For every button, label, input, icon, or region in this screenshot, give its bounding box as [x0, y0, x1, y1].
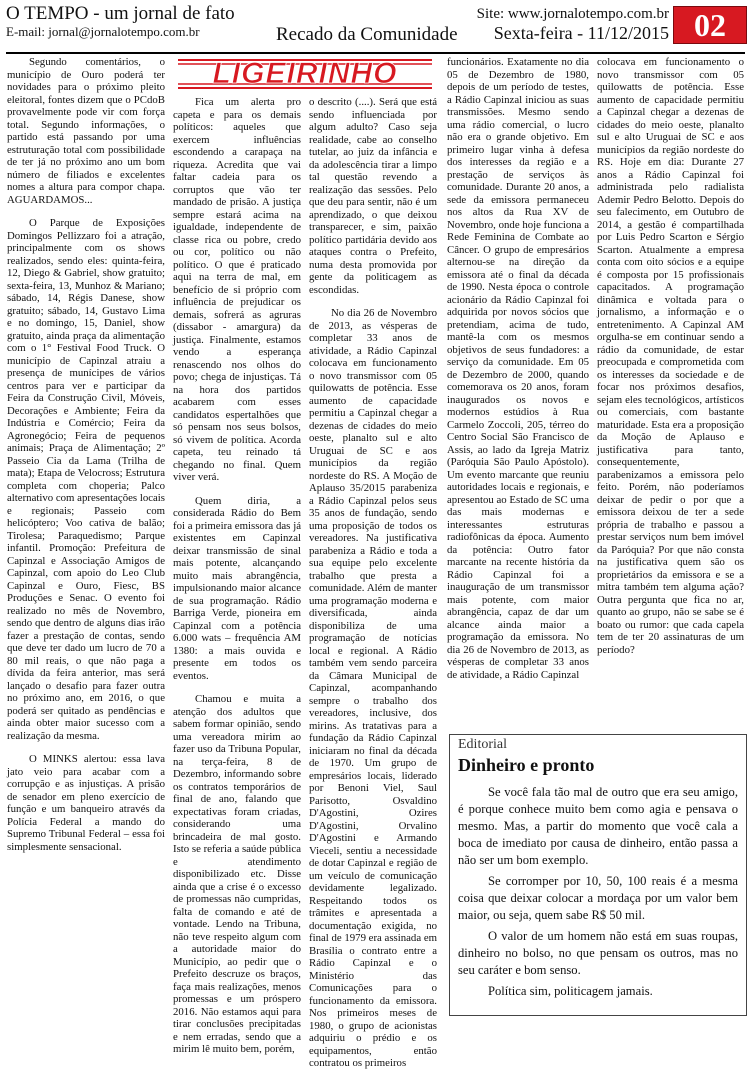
editorial-title: Dinheiro e pronto: [458, 755, 595, 775]
section-title: Recado da Comunidade: [276, 24, 458, 45]
article-paragraph: colocava em funcionamento o novo transmissor com 05 quilowatts de potência. Esse aumento de capacidade permitiu a Capinzal chegar a dezenas de cidades do meio oeste, planalto sul e alto Uruguai de SC e aos municípios da região nordeste do RS. Hoje em dia: Durante 27 anos a Rádio Capinzal foi administrada pelo radialista Ademir Pedro Belotto. Depois do seu falecimento, em Outubro de 2014, a gestão é compartilhada por Luis Pedro Scarton e Sérgio Scarton. Atualmente a empresa conta com oito sócios e a equipe é composta por 15 profissionais capacitados. A programação dinâmica e voltada para o jornalismo, a informação e o entretenimento. A Capinzal AM orgulha-se em continuar sendo a rádio da comunidade, de estar preocupada e comprometida com os interesses da sociedade e de focar nos próximos desafios, sejam eles tecnológicos, artísticos ou comerciais, com bastante maturidade. Esta era a proposição da Moção de Aplauso e justificativa para tanto, consequentemente, parabenizamos a emissora pelo feito. Porém, não poderíamos deixar de pedir o por que a emissora deixou de ter a sede própria de trabalho e passou a prestar serviços num bem imóvel da Paróquia? Por que não consta na justificativa quem são os proprietários da emissora e se a mitra também tem alguma ação? Outra pergunta que fica no ar, quanto ao grupo, não se sabe se é boato ou rumor: que cada capela tem de ter 20 assinaturas de um período?: [597, 56, 744, 656]
newspaper-name: O TEMPO - um jornal de fato: [6, 3, 235, 24]
page-number-badge: 02: [673, 6, 747, 44]
newspaper-site[interactable]: Site: www.jornalotempo.com.br: [476, 6, 669, 22]
editorial-paragraph: Se corromper por 10, 50, 100 reais é a mesma coisa que deixar colocar a mordaça por um valor bem maior, ou seja, quem sabe R$ 50 mil.: [458, 874, 738, 922]
article-paragraph: Fica um alerta pro capeta e para os demais políticos: aqueles que exercem influências escondendo a carapaça na riqueza. Acredita que vai faltar cadeia para os corruptos que vão ter mandado de prisão. A justiça sempre estará acima na igualdade, independente de classe rica ou pobre, credo ou cor, político ou não político. O que é praticado aqui na terra de mal, em benefício de si próprio com influência de prejudicar os demais, sofrerá as agruras (dissabor - amargura) da justiça. Finalmente, estamos vendo a esperança renascendo nos olhos do povo; chega de injustiças. Tá na hora dos partidos acabarem com esses candidatos espertalhões que só pensam nos seus bolsos, só vivem de política. Acorda capeta, teu reinado tá chegando no final. Quem viver verá.: [173, 96, 301, 483]
editorial-paragraph: Política sim, politicagem jamais.: [488, 984, 653, 998]
article-paragraph: O Parque de Exposições Domingos Pellizzaro foi a atração, principalmente com os shows realizados, sendo eles: quinta-feira, 12, Diego & Gabriel, show gratuito; sexta-feira, 13, Munhoz & Mariano; sábado, 14, Régis Danese, show gratuito; sábado, 14, Gustavo Lima e no domingo, 15, Daniel, show gratuito, ainda praça da alimentação com o 1° Festival Food Truck. O município de Capinzal atraiu a presença de munícipes de vários centros para ver e participar da Feira da Construção Civil, Móveis, Decorações e Ambiente; Feira da Indústria e Comércio; Feira da Agronegócio; Feira de pequenos animais; Praça de Alimentação; 2º Passeio Cia da Lama (Trilha de mata); Etapa de Velocross; Estrutura completa com choperia; Palco alternativo com apresentações locais e regionais; Passeio com helicóptero; Voo cativa de balão; Tirolesa; Paraquedismo; Parque infantil. Promoção: Prefeitura de Capinzal e Associação Amigos de Capinzal, com apoio do Leo Club Capinzal e Ouro, Fiesc, BS Produções e Senac. O evento foi realizado no mês de Novembro, sendo que dentro de alguns dias irão fazer a prestação de contas, sendo que deve ter dado um lucro de 70 a 80 mil reais, o que não paga a dívida da feira anterior, mas será lançado o desafio para fazer outra no próximo ano, em 2016, o que poderá ser quitado as pendências e ainda obter maior sucesso com a realização da mesma.: [7, 217, 165, 742]
article-paragraph: Chamou e muita a atenção dos adultos que sabem formar opinião, sendo uma vereadora mirim ao fazer uso da Tribuna Popular, na terça-feira, 8 de Dezembro, informando sobre os contratos temporários de final de ano, falando que expectativas foram criadas, considerando uma brincadeira de mal gosto. Isto se referia a saúde pública e atendimento disponibilizado etc. Disse ainda que a crise é o excesso de promessas não cumpridas, falta de comando e até de vontade. Lendo na Tribuna, não teve respeito algum com a autoridade maior do Município, ao pedir que o Prefeito descruze os braços, faça mais realizações, menos promessas e um próspero 2016. Não estamos aqui para tirar conclusões precipitadas e nem erradas, sendo que a mirim lê muito bem, porém,: [173, 693, 302, 1055]
article-paragraph: o descrito (....). Será que está sendo influenciada por algum adulto? Caso seja realidade, cabe ao conselho tutelar, ao juiz da infância e da adolescência tirar a limpo tal questão revendo a realização das sessões. Pelo que deu para sentir, não é um aprendizado, o que deixou transparecer, e sim, paixão político partidária devido aos ataques contra o Prefeito, numa desta promovida por gente da politicagem as escondidas.: [309, 96, 437, 296]
article-paragraph: O MINKS alertou: essa lava jato veio para acabar com a corrupção e as injustiças. A prisão de senador em pleno exercício de função e um banqueiro através da Polícia Federal a mando do Supremo Tribunal Federal – essa foi simplesmente sensacional.: [7, 753, 165, 853]
issue-date: Sexta-feira - 11/12/2015: [493, 23, 669, 43]
ligeirinho-logo: [176, 54, 434, 92]
article-paragraph: No dia 26 de Novembro de 2013, as vésperas de completar 33 anos de atividade, a Rádio Capinzal colocava em funcionamento o novo transmissor com 05 quilowatts de potência. Esse aumento de capacidade permitiu a Capinzal chegar a dezenas de cidades do meio oeste, planalto sul e alto Uruguai de SC e aos municípios da região nordeste do RS. A Moção de Aplauso 35/2015 parabeniza a Rádio Capinzal pelos seus 35 anos de fundação, sendo uma proposição de todos os vereadores. Na justificativa parabeniza a Rádio e toda a sua equipe pelo excelente trabalho que presta a comunidade. Além de manter uma programação moderna e diversificada, ainda disponibiliza de uma programação de notícias local e regional. A Rádio também vem sendo parceira da Câmara Municipal de Capinzal, acompanhando sempre o trabalho dos vereadores, inclusive, dos mirins. As tratativas para a fundação da Rádio Capinzal iniciaram no final da década de 1970. Um grupo de empresários locais, liderado por Benoni Viel, Saul Parisotto, Osvaldino D'Agostini, Ozires D'Agostini, Orvalino D'Agostini e Armando Vieceli, sentiu a necessidade de dotar Capinzal e região de um veículo de comunicação devidamente legalizado. Respeitando todos os trâmites e apresentada a documentação exigida, no final de 1979 era assinada em Brasília o contrato entre a Rádio Capinzal e o Ministério das Comunicações para o funcionamento da emissora. Nos primeiros meses de 1980, o grupo de acionistas adquiriu o prédio e os equipamentos, então contratou os primeiros: [309, 307, 438, 1069]
article-paragraph: Segundo comentários, o município de Ouro poderá ter novidades para o próximo pleito eleitoral, fontes dizem que o PCdoB provavelmente pode vir com força total. Segundo informações, o partido está passando por uma estruturação total com possibilidade de ter já no próximo ano um bom número de filiados e excelentes nomes a altura para compor chapa. AGUARDAMOS...: [7, 56, 165, 206]
editorial-tag: Editorial: [458, 737, 507, 752]
editorial-box: [449, 734, 747, 1016]
masthead-right: [477, 6, 669, 43]
masthead-left: [6, 4, 235, 39]
article-paragraph: Quem diria, a considerada Rádio do Bem foi a primeira emissora das já existentes em Capinzal deixar transmissão de sinal mais potente, alcançando muito mais abrangência, impulsionando maior alcance de sua programação. Rádio Barriga Verde, pioneira em Capinzal com a potência 6.000 wats – frequência AM 1380: a mais ouvida e presente em todos os eventos.: [173, 494, 301, 682]
article-paragraph: funcionários. Exatamente no dia 05 de Dezembro de 1980, depois de um período de testes, a Rádio Capinzal iniciou as suas transmissões. Mesmo sendo uma rádio comercial, o lucro não era o grande objetivo. Em primeiro lugar vinha à defesa dos interesses da região e a prestação de serviços às comunidade. Durante 20 anos, a sede da emissora permaneceu nos altos da Rua XV de Novembro, onde hoje funciona a Rede Feminina de Combate ao Câncer. O grupo de empresários alternou-se na direção da emissora até o final da década de 1990. Nesta época o controle acionário da Rádio Capinzal foi adquirida por novos sócios que pretendiam, acima de tudo, mantê-la com os mesmos objetivos de seus fundadores: a serviço da comunidade. Em 05 de Dezembro de 2000, quando comemorava os 20 anos, foram inaugurados os novos e modernos estúdios à Rua Carmelo Zoccoli, 205, térreo do Centro Social São Francisco de Assis, ao lado da Igreja Matriz (Paróquia São Paulo Apóstolo). Um evento marcante que reuniu autoridades locais e regionais, e apresentou ao Estado de SC uma das mais modernas e interessantes estruturas radiofônicas da época. Aumento da potência: Outro fator marcante na recente história da Rádio Capinzal foi a inauguração de um transmissor mais potente, com maior abrangência, capaz de dar um alcance ainda maior a programação da emissora. No dia 26 de Novembro de 2013, as vésperas de completar 33 anos de atividade, a Rádio Capinzal: [447, 56, 589, 681]
column-2: [173, 96, 302, 1055]
editorial-paragraph: Se você fala tão mal de outro que era seu amigo, é porque conhece muito bem como agia e pensava o mesmo. Mas, a partir do momento que você cala a boca de imediato por causa de dinheiro, então passa a não ser um bom exemplo.: [458, 785, 738, 867]
column-5: [597, 56, 744, 726]
logo-lettering: LIGEIRINHO: [212, 57, 398, 90]
editorial-paragraph: O valor de um homem não está em suas roupas, dinheiro no bolso, no que pensam os outros, mas no seu caráter e bom senso.: [458, 929, 738, 977]
newspaper-email[interactable]: E-mail: jornal@jornalotempo.com.br: [6, 24, 200, 39]
editorial-body: [450, 780, 746, 1000]
column-1: [7, 56, 165, 1018]
column-3: [309, 96, 438, 1069]
